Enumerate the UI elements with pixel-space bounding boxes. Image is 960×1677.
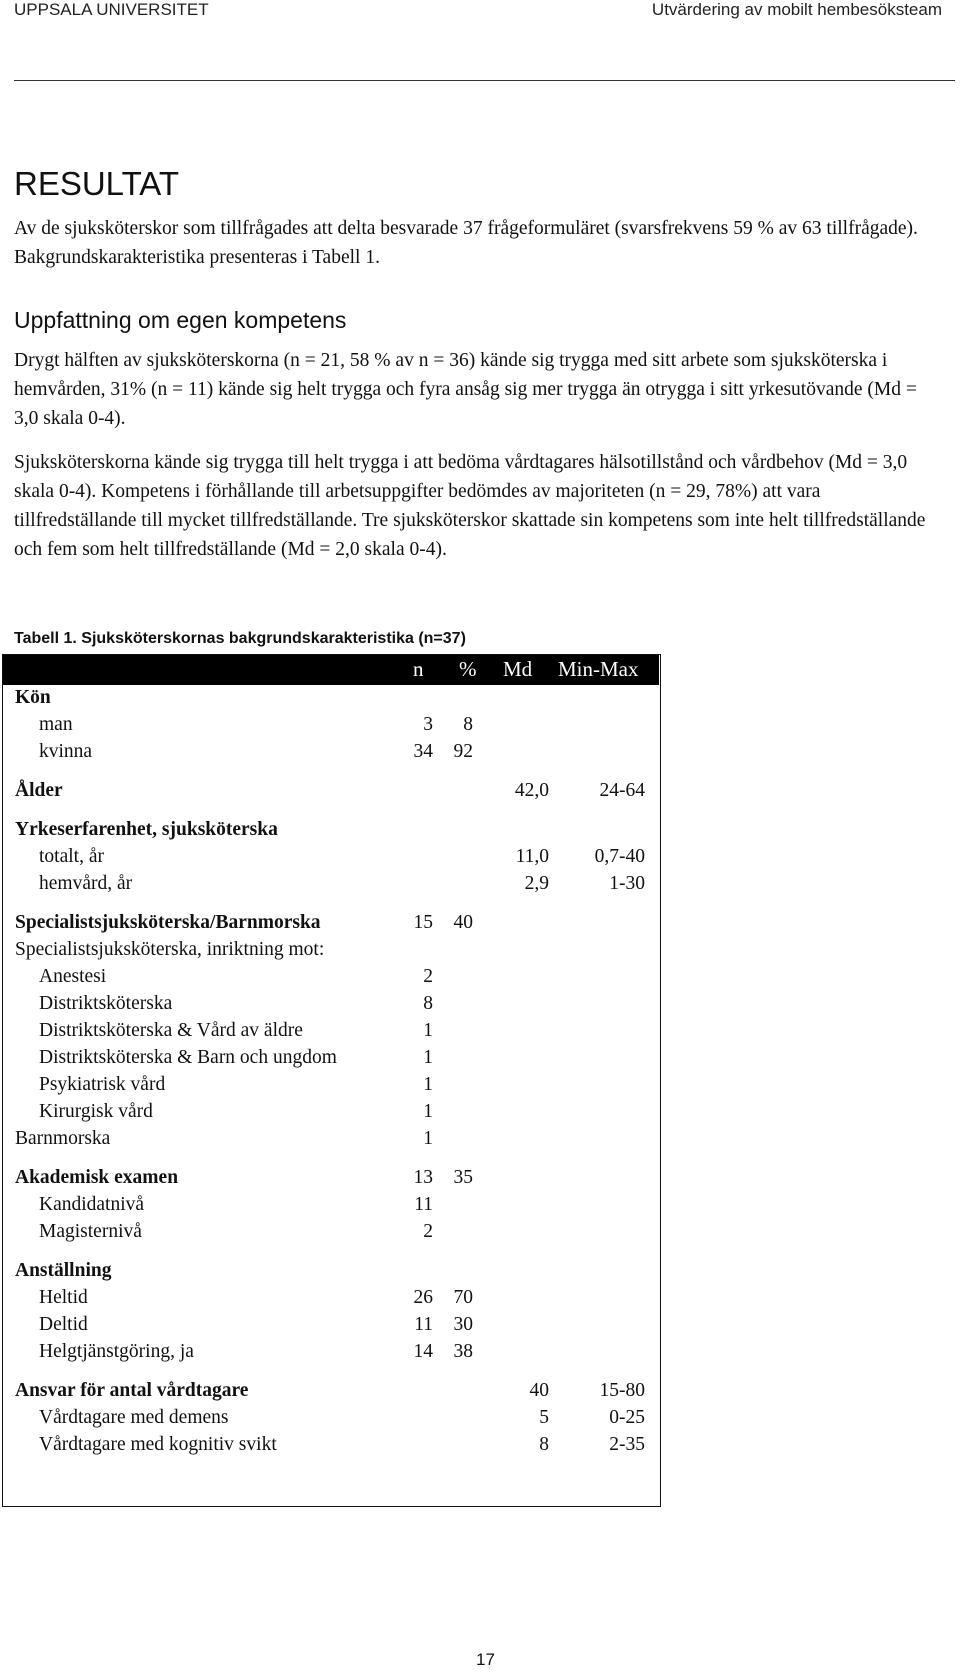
row-label: Ansvar för antal vårdtagare [15, 1380, 249, 1401]
row-label: Heltid [39, 1287, 88, 1308]
cell-percent: 92 [453, 741, 473, 762]
competence-paragraph-2: Sjuksköterskorna kände sig trygga till helt trygga i att bedöma vårdtagares hälsotillstånd och vårdbehov (Md = 3,0 skala 0-4). Kompetens i förhållande till arbetsuppgifter bedömdes av majoriteten (n = 29, 78%) att vara tillfredställande till mycket tillfredställande. Tre sjuksköterskor skattade sin kompetens som inte helt tillfredställande och fem som helt tillfredställande (Md = 2,0 skala 0-4). [14, 452, 926, 560]
cell-min-max: 0-25 [609, 1407, 645, 1428]
cell-median: 42,0 [514, 780, 549, 801]
row-label: Specialistsjuksköterska/Barnmorska [15, 912, 321, 933]
cell-n: 15 [413, 912, 433, 933]
row-label: Anestesi [39, 966, 107, 987]
cell-median: 5 [539, 1407, 549, 1428]
table-row [3, 741, 659, 769]
cell-median: 8 [539, 1434, 549, 1455]
table-row [3, 939, 659, 967]
table-row [3, 873, 659, 901]
section-title: RESULTAT [14, 165, 180, 202]
table-row [3, 1194, 659, 1222]
row-label: Kandidatnivå [39, 1194, 145, 1215]
cell-median: 40 [529, 1380, 549, 1401]
cell-min-max: 24-64 [599, 780, 645, 801]
table-row [3, 1434, 659, 1462]
row-label: Distriktsköterska & Barn och ungdom [39, 1047, 337, 1068]
table-row [3, 1047, 659, 1075]
row-label: hemvård, år [39, 873, 133, 894]
header-divider [14, 80, 955, 81]
cell-median: 2,9 [524, 873, 549, 894]
row-label: Vårdtagare med kognitiv svikt [39, 1434, 277, 1455]
table-row [3, 1314, 659, 1342]
cell-n: 34 [413, 741, 433, 762]
row-label: man [39, 714, 73, 735]
cell-n: 11 [414, 1314, 433, 1335]
cell-n: 1 [423, 1128, 433, 1149]
cell-n: 1 [423, 1101, 433, 1122]
cell-median: 11,0 [515, 846, 549, 867]
row-label: kvinna [39, 741, 93, 762]
table-row [3, 1128, 659, 1156]
header-report-title: Utvärdering av mobilt hembesöksteam [651, 0, 942, 19]
header-median: Md [503, 657, 533, 681]
header-percent: % [459, 657, 477, 681]
cell-min-max: 1-30 [609, 873, 645, 894]
cell-percent: 38 [453, 1341, 473, 1362]
cell-n: 26 [413, 1287, 433, 1308]
cell-n: 13 [413, 1167, 433, 1188]
row-label: Specialistsjuksköterska, inriktning mot: [15, 939, 325, 960]
cell-percent: 8 [463, 714, 473, 735]
cell-percent: 70 [453, 1287, 473, 1308]
row-label: Magisternivå [39, 1221, 142, 1242]
cell-percent: 35 [453, 1167, 473, 1188]
cell-min-max: 0,7-40 [594, 846, 645, 867]
subsection-title: Uppfattning om egen kompetens [14, 307, 347, 333]
table-row [3, 780, 659, 808]
row-label: Akademisk examen [15, 1167, 179, 1188]
competence-paragraph-1: Drygt hälften av sjuksköterskorna (n = 21, 58 % av n = 36) kände sig trygga med sitt arbete som sjuksköterska i hemvården, 31% (n = 11) kände sig helt trygga och fyra ansåg sig mer trygga än otrygga i sitt yrkesutövande (Md = 3,0 skala 0-4). [14, 350, 917, 429]
row-label: Psykiatrisk vård [39, 1074, 166, 1095]
table-row [3, 714, 659, 742]
header-min-max: Min-Max [558, 657, 639, 681]
header-n: n [413, 657, 424, 681]
cell-percent: 40 [453, 912, 473, 933]
table-row [3, 1380, 659, 1408]
table-row [3, 687, 659, 715]
table-row [3, 819, 659, 847]
table-header-row [3, 655, 659, 685]
cell-percent: 30 [453, 1314, 473, 1335]
table-row [3, 1260, 659, 1288]
table-row [3, 1020, 659, 1048]
table-row [3, 1101, 659, 1129]
cell-min-max: 15-80 [599, 1380, 645, 1401]
cell-n: 1 [423, 1047, 433, 1068]
header-university: UPPSALA UNIVERSITET [14, 0, 209, 19]
table-row [3, 1407, 659, 1435]
table-row [3, 1074, 659, 1102]
cell-n: 1 [423, 1020, 433, 1041]
table-row [3, 846, 659, 874]
running-header [14, 0, 946, 22]
cell-n: 3 [423, 714, 433, 735]
cell-n: 2 [423, 1221, 433, 1242]
row-label: Kön [15, 687, 51, 708]
row-label: Distriktsköterska [39, 993, 173, 1014]
page-number: 17 [476, 1650, 495, 1669]
table-row [3, 966, 659, 994]
cell-n: 11 [414, 1194, 433, 1215]
cell-n: 2 [423, 966, 433, 987]
cell-n: 14 [413, 1341, 433, 1362]
row-label: Anställning [15, 1260, 112, 1281]
row-label: Barnmorska [15, 1128, 111, 1149]
table-row [3, 1341, 659, 1369]
row-label: Kirurgisk vård [39, 1101, 153, 1122]
table-row [3, 1221, 659, 1249]
table-caption: Tabell 1. Sjuksköterskornas bakgrundskarakteristika (n=37) [14, 630, 466, 647]
row-label: Ålder [15, 780, 63, 801]
intro-paragraph: Av de sjuksköterskor som tillfrågades att delta besvarade 37 frågeformuläret (svarsfrekvens 59 % av 63 tillfrågade). Bakgrundskarakteristika presenteras i Tabell 1. [14, 218, 918, 268]
cell-n: 8 [423, 993, 433, 1014]
table-row [3, 912, 659, 940]
row-label: totalt, år [39, 846, 104, 867]
row-label: Yrkeserfarenhet, sjuksköterska [15, 819, 278, 840]
row-label: Deltid [39, 1314, 88, 1335]
table-row [3, 993, 659, 1021]
row-label: Distriktsköterska & Vård av äldre [39, 1020, 303, 1041]
background-table [2, 654, 661, 1507]
cell-n: 1 [423, 1074, 433, 1095]
row-label: Vårdtagare med demens [39, 1407, 229, 1428]
table-row [3, 1287, 659, 1315]
table-row [3, 1167, 659, 1195]
row-label: Helgtjänstgöring, ja [39, 1341, 194, 1362]
cell-min-max: 2-35 [609, 1434, 645, 1455]
